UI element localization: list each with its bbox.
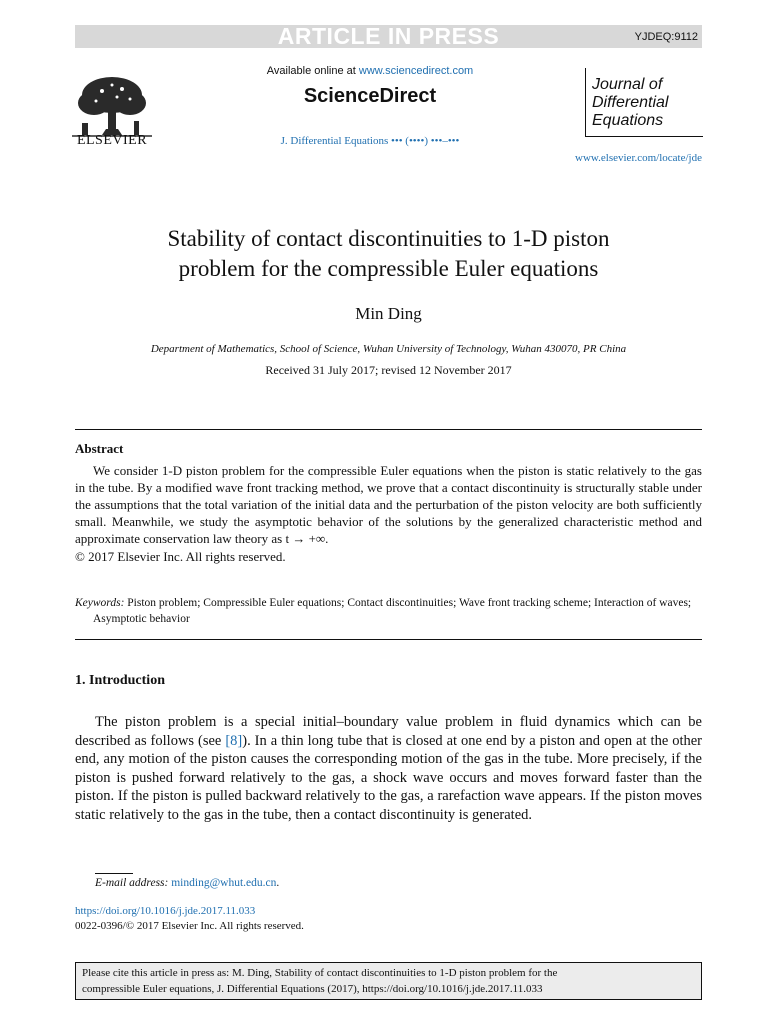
article-title xyxy=(75,224,702,284)
available-online-label: Available online at xyxy=(266,65,356,77)
journal-name-box xyxy=(585,68,703,137)
journal-name-line-1: Journal of xyxy=(592,76,663,93)
intro-text-part-1: The piston problem is a special initial–boundary value problem in fluid dynamics which can be described as follows (see xyxy=(75,714,702,749)
abstract-text: We consider 1-D piston problem for the compressible Euler equations when the piston is static relatively to the gas in the tube. By a modified wave front tracking method, we prove that a contact discontinuity is structurally stable under the assumptions that the total variation of the initial data and the perturbation of the piston velocity are both sufficiently small. Meanwhile, we study the asymptotic behavior of the solutions by the generalized characteristic method and approximate conservation law theory as t → +∞. xyxy=(75,463,702,546)
journal-name-line-2: Differential xyxy=(592,94,669,111)
journal-name xyxy=(592,76,704,130)
keywords-bottom-rule xyxy=(75,639,702,640)
abstract-copyright: © 2017 Elsevier Inc. All rights reserved. xyxy=(75,549,286,564)
article-title-line-2: problem for the compressible Euler equations xyxy=(178,256,599,281)
publisher-logo-text: ELSEVIER xyxy=(76,133,148,148)
citation-notice-line-1: Please cite this article in press as: M. Ding, Stability of contact discontinuities to 1-D piston problem for the xyxy=(82,967,558,979)
issn-copyright: 0022-0396/© 2017 Elsevier Inc. All rights reserved. xyxy=(75,920,304,932)
author-email-link[interactable]: minding@whut.edu.cn xyxy=(171,877,277,889)
journal-citation-line[interactable]: J. Differential Equations ••• (••••) •••–••• xyxy=(280,135,460,147)
doi-link[interactable]: https://doi.org/10.1016/j.jde.2017.11.033 xyxy=(75,905,256,917)
abstract-top-rule xyxy=(75,429,702,430)
journal-name-line-3: Equations xyxy=(592,112,664,129)
author-email-footnote xyxy=(95,877,279,889)
intro-text-part-2: ). In a thin long tube that is closed at one end by a piston and open at the other end, any motion of the piston causes the corresponding motion of the gas in the tube. More precisely, if the piston is pushed forward relatively to the gas, a shock wave occurs and moves forward faster than the piston. If the piston is pulled backward relatively to the gas, a rarefaction wave appears. If the piston moves static relatively to the gas in the tube, then a contact discontinuity is generated. xyxy=(75,732,703,823)
reference-link-8[interactable]: [8] xyxy=(225,732,243,749)
footnote-rule xyxy=(95,873,133,874)
introduction-body xyxy=(75,713,702,824)
abstract-body xyxy=(75,462,702,547)
article-in-press-banner xyxy=(75,25,702,48)
journal-homepage-link[interactable]: www.elsevier.com/locate/jde xyxy=(575,152,702,164)
email-period: . xyxy=(276,877,280,889)
keywords xyxy=(75,596,702,627)
article-title-line-1: Stability of contact discontinuities to 1-D piston xyxy=(167,226,610,251)
author-name: Min Ding xyxy=(355,304,422,323)
received-dates: Received 31 July 2017; revised 12 November 2017 xyxy=(265,363,512,377)
citation-notice-line-2: compressible Euler equations, J. Differential Equations (2017), https://doi.org/10.1016/j.jde.2017.11.033 xyxy=(82,983,543,995)
sciencedirect-wordmark: ScienceDirect xyxy=(303,85,437,107)
introduction-paragraph xyxy=(75,713,702,824)
available-online-line xyxy=(200,65,540,77)
author-affiliation: Department of Mathematics, School of Science, Wuhan University of Technology, Wuhan 430070, PR China xyxy=(150,343,627,355)
sciencedirect-link[interactable]: www.sciencedirect.com xyxy=(358,65,474,77)
email-label: E-mail address: xyxy=(95,877,169,889)
keywords-list: Piston problem; Compressible Euler equations; Contact discontinuities; Wave front tracking scheme; Interaction of waves; Asymptotic behavior xyxy=(93,597,692,625)
citation-notice-box xyxy=(75,962,702,1000)
abstract-heading: Abstract xyxy=(75,441,124,456)
banner-article-code: YJDEQ:9112 xyxy=(634,31,698,43)
banner-title: ARTICLE IN PRESS xyxy=(277,23,500,49)
section-heading-introduction: 1. Introduction xyxy=(75,673,165,688)
keywords-label: Keywords: xyxy=(75,597,125,609)
